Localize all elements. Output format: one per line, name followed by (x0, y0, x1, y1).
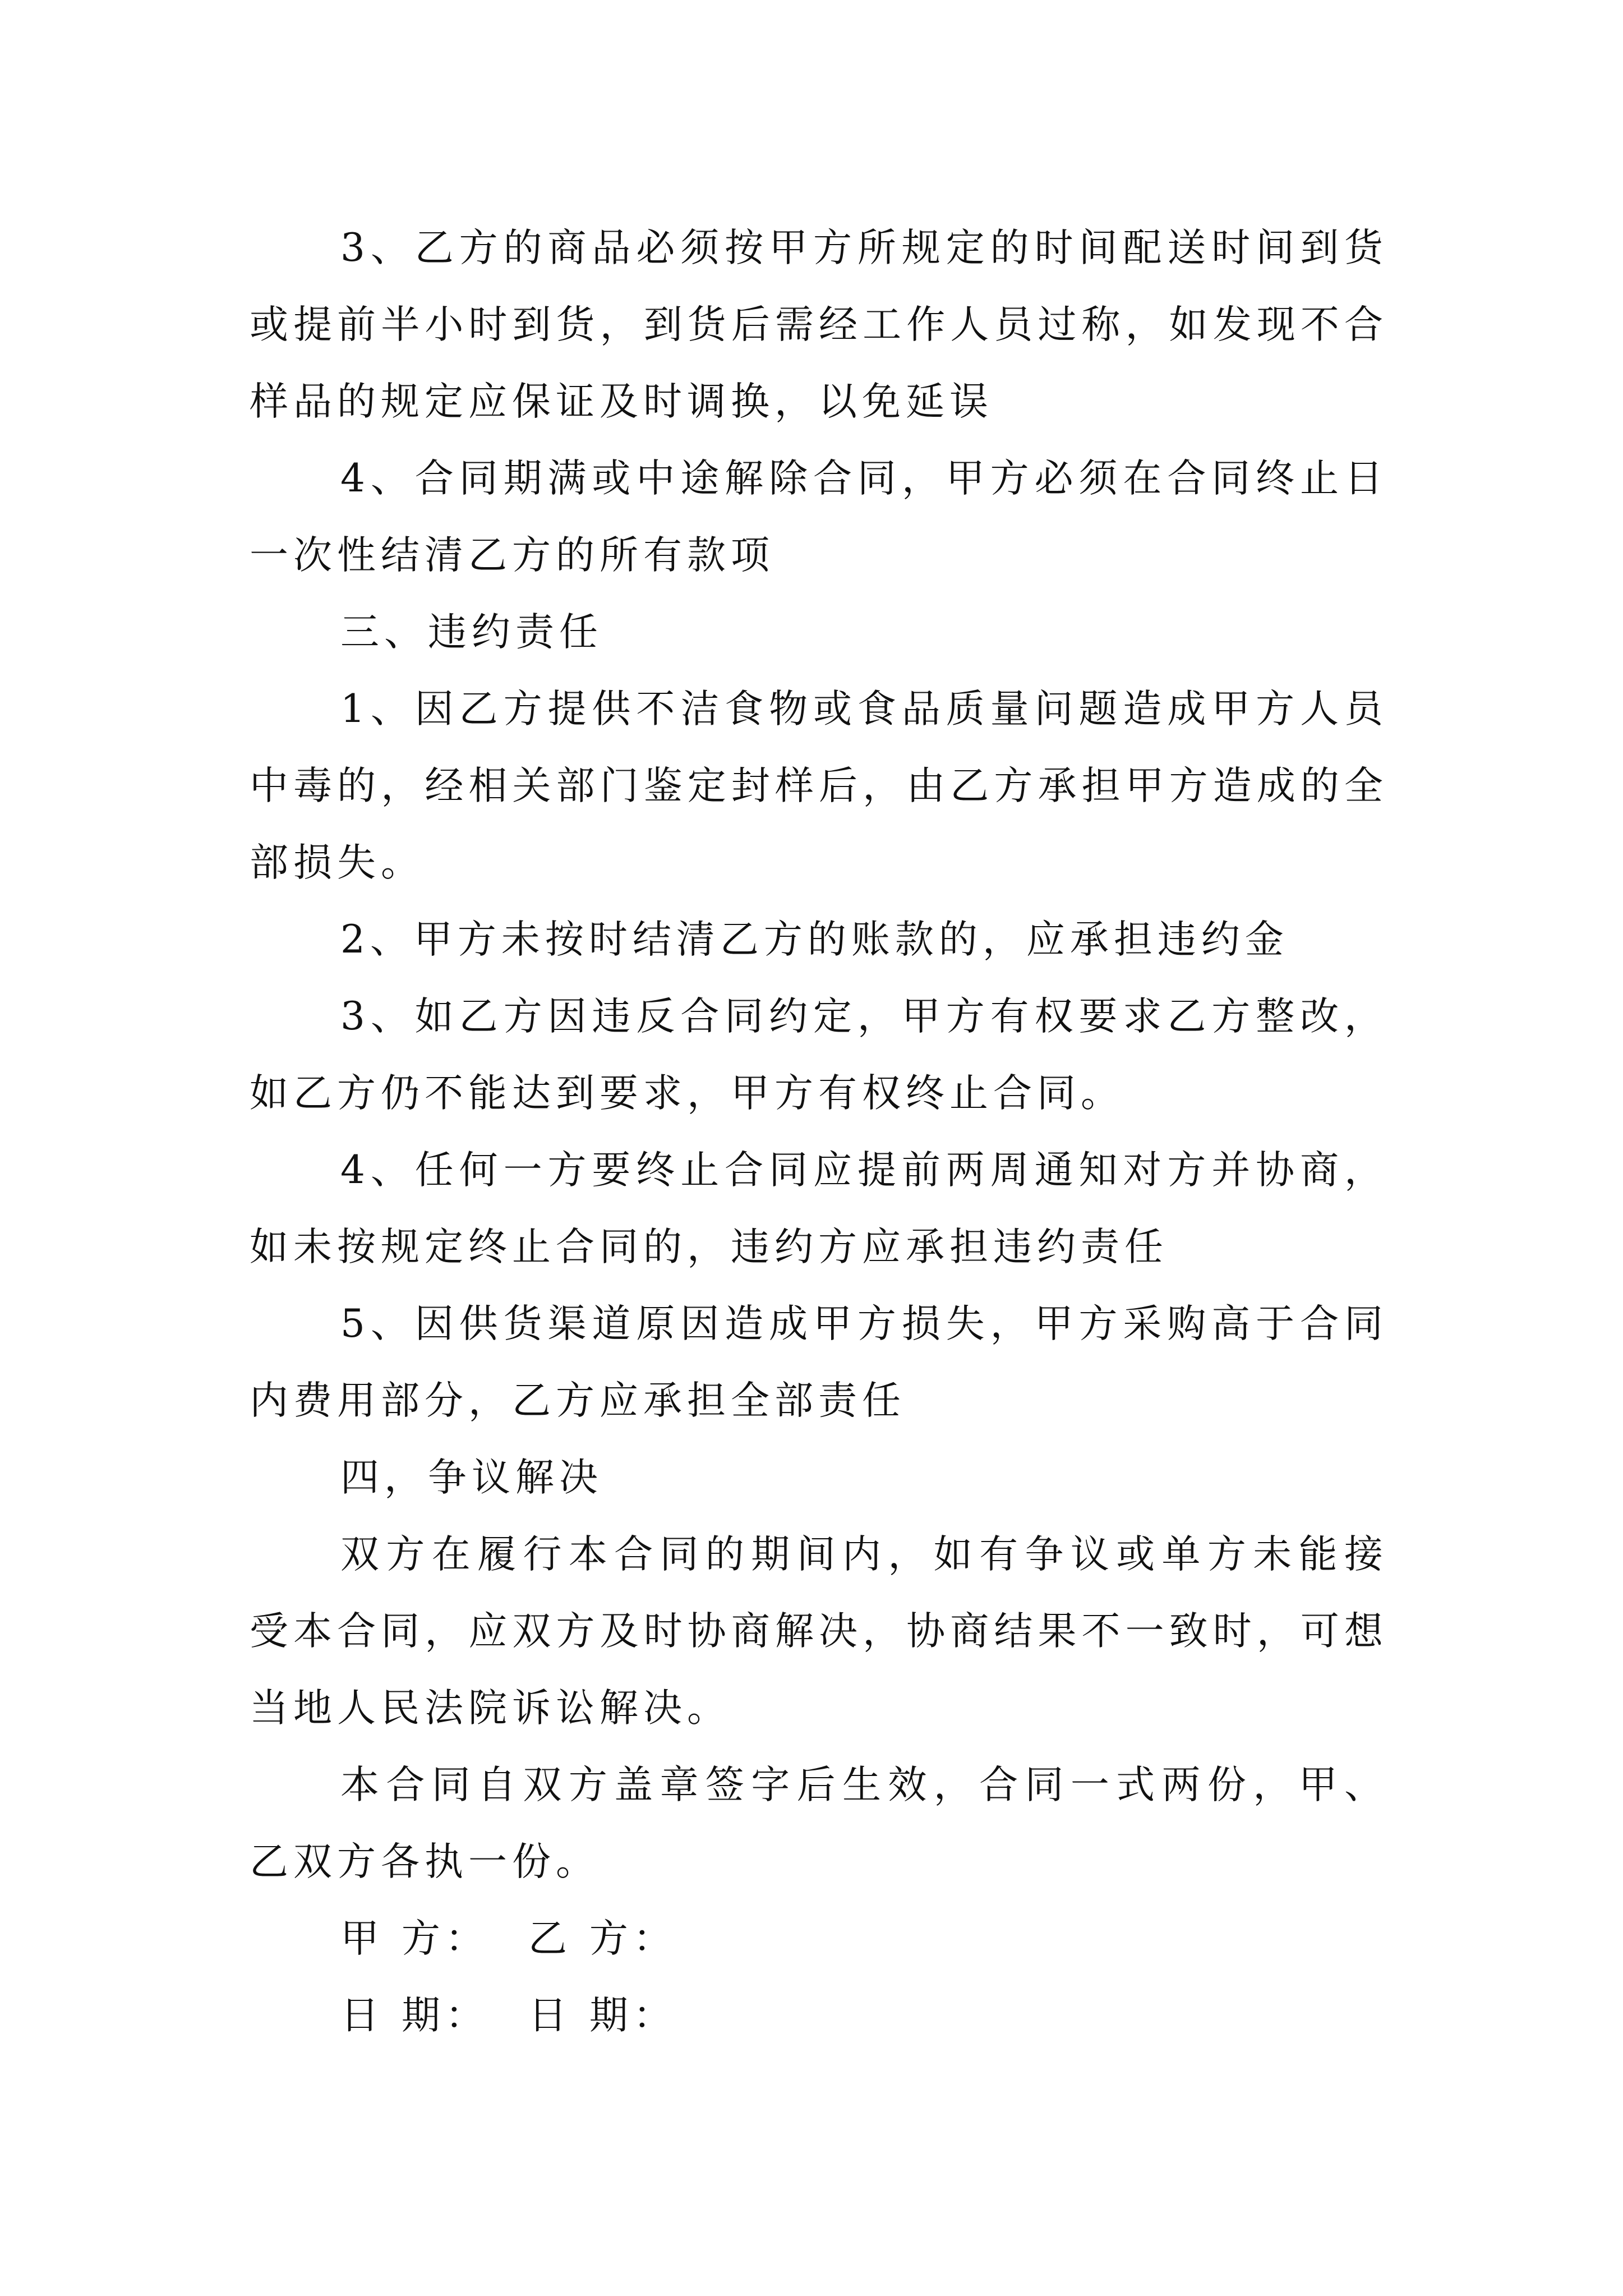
signature-row (250, 1901, 1388, 1977)
section-heading: 四，争议解决 (340, 1455, 603, 1500)
clause-paragraph: 2、甲方未按时结清乙方的账款的，应承担违约金 (340, 917, 1289, 962)
clause-paragraph: 4、合同期满或中途解除合同，甲方必须在合同终止日一次性结清乙方的所有款项 (250, 456, 1388, 578)
date-row (250, 1977, 1388, 2054)
clause-paragraph: 5、因供货渠道原因造成甲方损失，甲方采购高于合同内费用部分，乙方应承担全部责任 (250, 1301, 1388, 1423)
party-a-label: 甲 方： (340, 1916, 489, 1961)
contract-body (250, 210, 1388, 2054)
clause-paragraph: 双方在履行本合同的期间内，如有争议或单方未能接受本合同，应双方及时协商解决，协商结果不一致时，可想当地人民法院诉讼解决。 (250, 1532, 1388, 1731)
clause-paragraph: 3、如乙方因违反合同约定，甲方有权要求乙方整改，如乙方仍不能达到要求，甲方有权终止合同。 (250, 994, 1388, 1116)
clause-paragraph: 本合同自双方盖章签字后生效，合同一式两份，甲、乙双方各执一份。 (250, 1763, 1388, 1884)
party-b-label: 乙 方： (528, 1916, 677, 1961)
date-b-label: 日 期： (528, 1993, 677, 2038)
date-a-label: 日 期： (340, 1993, 489, 2038)
clause-paragraph: 1、因乙方提供不洁食物或食品质量问题造成甲方人员中毒的，经相关部门鉴定封样后，由乙方承担甲方造成的全部损失。 (250, 687, 1388, 885)
section-heading: 三、违约责任 (340, 610, 603, 655)
clause-paragraph: 3、乙方的商品必须按甲方所规定的时间配送时间到货或提前半小时到货，到货后需经工作人员过称，如发现不合样品的规定应保证及时调换，以免延误 (250, 226, 1388, 424)
clause-paragraph: 4、任何一方要终止合同应提前两周通知对方并协商，如未按规定终止合同的，违约方应承担违约责任 (250, 1148, 1388, 1269)
